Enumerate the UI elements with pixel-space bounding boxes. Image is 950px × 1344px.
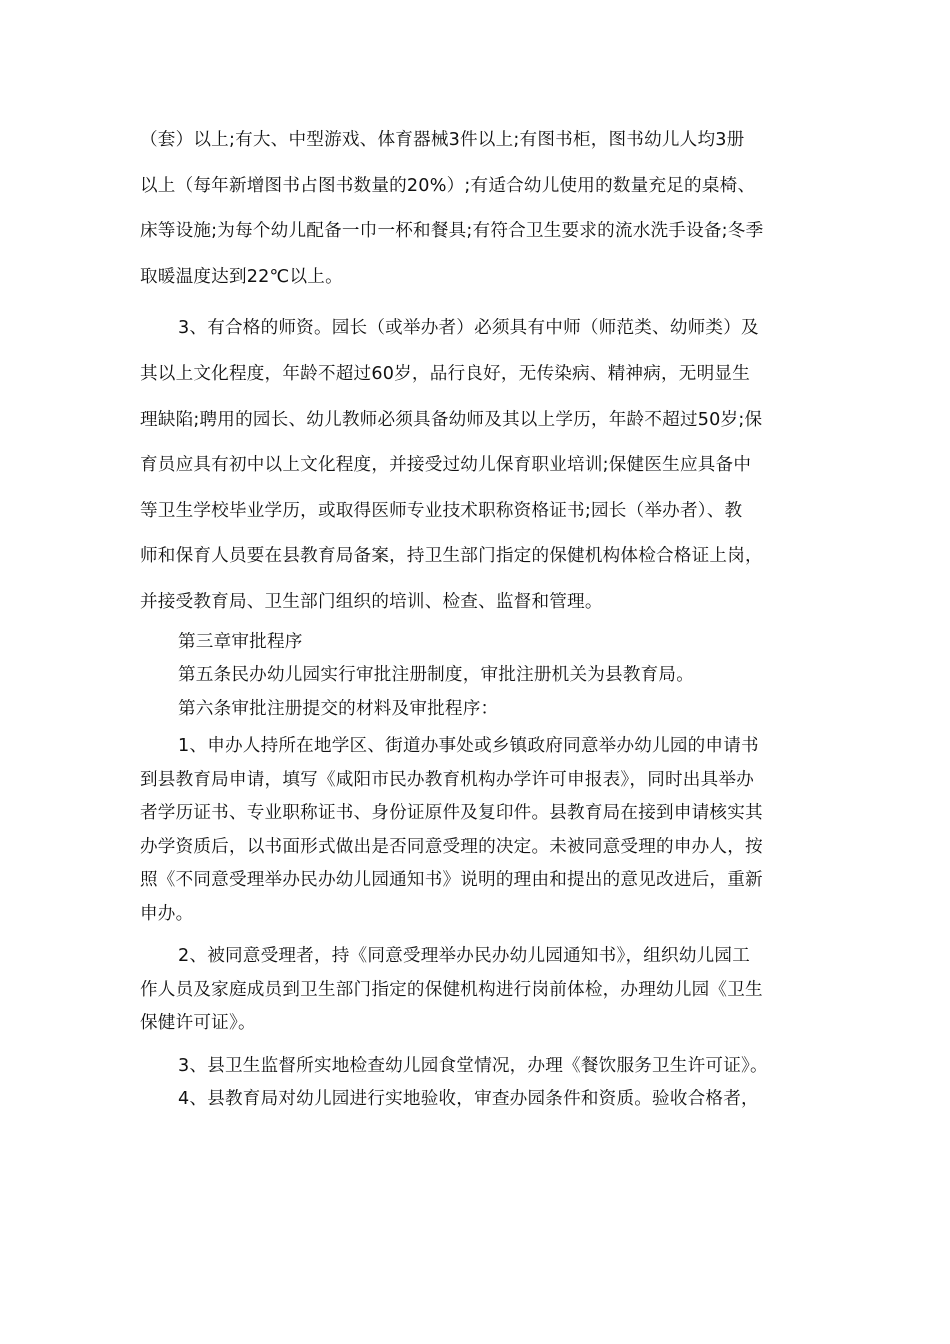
paragraph-facilities — [140, 118, 815, 300]
article-5 — [140, 659, 815, 693]
text-line: 申办。 — [140, 903, 194, 924]
text-line: 作人员及家庭成员到卫生部门指定的保健机构进行岗前体检，办理幼儿园《卫生 — [140, 979, 763, 1000]
article-text: 第六条审批注册提交的材料及审批程序： — [178, 698, 499, 719]
paragraph-food-inspection — [140, 1050, 815, 1084]
chapter-3-title — [140, 626, 815, 660]
text-line: 理缺陷;聘用的园长、幼儿教师必须具备幼师及其以上学历，年龄不超过50岁;保 — [140, 409, 763, 430]
text-line: 以上（每年新增图书占图书数量的20%）;有适合幼儿使用的数量充足的桌椅、 — [140, 175, 756, 196]
text-line: 师和保育人员要在县教育局备案，持卫生部门指定的保健机构体检合格证上岗， — [140, 546, 763, 567]
document-page — [140, 118, 815, 1117]
text-line: 照《不同意受理举办民办幼儿园通知书》说明的理由和提出的意见改进后，重新 — [140, 870, 763, 891]
paragraph-health-check — [140, 940, 815, 1041]
paragraph-application — [140, 730, 815, 931]
text-line: 其以上文化程度，年龄不超过60岁，品行良好，无传染病、精神病，无明显生 — [140, 363, 750, 384]
text-line: 并接受教育局、卫生部门组织的培训、检查、监督和管理。 — [140, 591, 603, 612]
text-line: 取暖温度达到22℃以上。 — [140, 266, 343, 287]
paragraph-acceptance — [140, 1083, 815, 1117]
text-line: 办学资质后，以书面形式做出是否同意受理的决定。未被同意受理的申办人，按 — [140, 836, 763, 857]
text-line: 1、申办人持所在地学区、街道办事处或乡镇政府同意举办幼儿园的申请书 — [178, 736, 759, 757]
text-line: 保健许可证》。 — [140, 1013, 256, 1034]
text-line: 3、县卫生监督所实地检查幼儿园食堂情况，办理《餐饮服务卫生许可证》。 — [178, 1055, 768, 1076]
text-line: 到县教育局申请，填写《咸阳市民办教育机构办学许可申报表》，同时出具举办 — [140, 769, 754, 790]
text-line: 3、有合格的师资。园长（或举办者）必须具有中师（师范类、幼师类）及 — [178, 318, 759, 339]
text-line: （套）以上;有大、中型游戏、体育器械3件以上;有图书柜，图书幼儿人均3册 — [140, 130, 745, 150]
text-line: 等卫生学校毕业学历，或取得医师专业技术职称资格证书;园长（举办者）、教 — [140, 500, 743, 521]
chapter-title-text: 第三章审批程序 — [178, 631, 303, 652]
text-line: 4、县教育局对幼儿园进行实地验收，审查办园条件和资质。验收合格者， — [178, 1089, 759, 1110]
text-line: 者学历证书、专业职称证书、身份证原件及复印件。县教育局在接到申请核实其 — [140, 803, 763, 824]
text-line: 床等设施;为每个幼儿配备一巾一杯和餐具;有符合卫生要求的流水洗手设备;冬季 — [140, 221, 764, 242]
text-line: 2、被同意受理者，持《同意受理举办民办幼儿园通知书》，组织幼儿园工 — [178, 946, 750, 967]
text-line: 育员应具有初中以上文化程度，并接受过幼儿保育职业培训;保健医生应具备中 — [140, 455, 752, 476]
paragraph-teachers — [140, 306, 815, 625]
article-6 — [140, 693, 815, 727]
article-text: 第五条民办幼儿园实行审批注册制度，审批注册机关为县教育局。 — [178, 665, 695, 686]
